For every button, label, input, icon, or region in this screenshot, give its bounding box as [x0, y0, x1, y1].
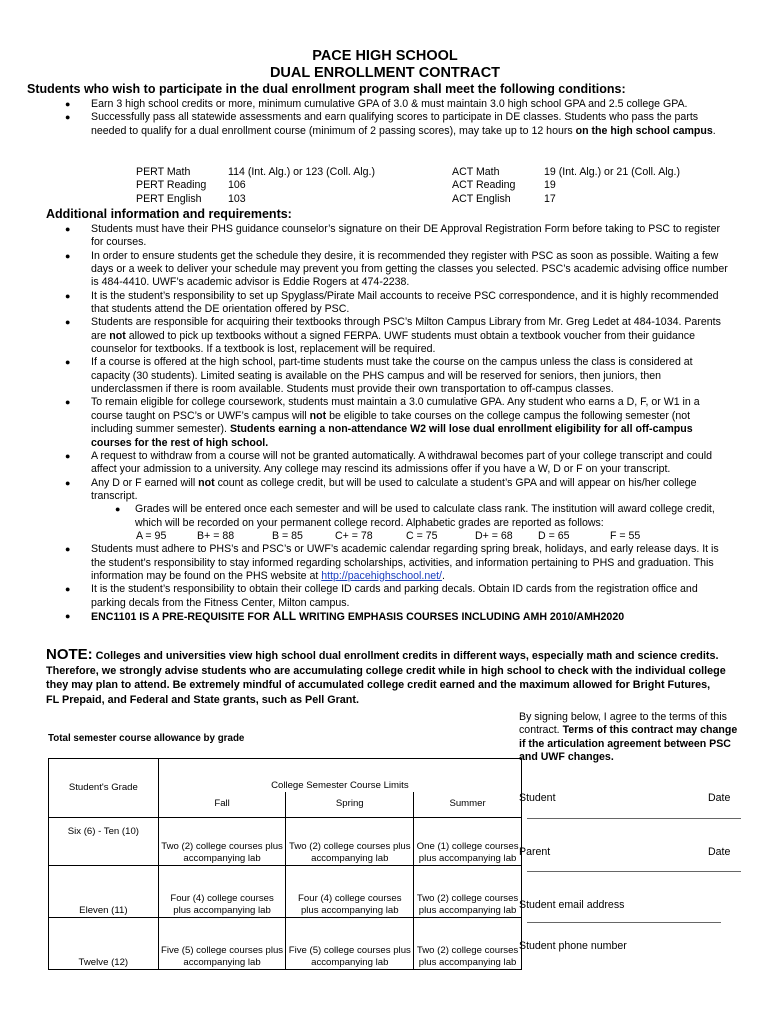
limits-header: College Semester Course Limits — [158, 759, 521, 792]
list-item: ● Students are responsible for acquiring their textbooks through PSC’s Milton Campus Library from Mr. Greg Ledet at 484-1034. Parents are not allowed to pick up textbooks without a signed FERPA. UWF students must obtain a textbook voucher from their guidance counselor for textbooks. If a textbook is lost, replacement will be required. — [65, 316, 721, 356]
bullet-icon: ● — [65, 610, 71, 621]
pert-math-label: PERT Math — [136, 166, 191, 178]
list-item: ● It is the student’s responsibility to set up Spyglass/Pirate Mail accounts to receive PSC correspondence, and it is highly recommended that students attend the DE orientation offered by PSC. — [65, 289, 719, 316]
bullet-icon: ● — [65, 250, 71, 261]
summer-cell: Two (2) college courses plus accompanying lab — [414, 918, 522, 970]
course-limits-table — [48, 758, 522, 970]
bullet-icon: ● — [65, 477, 71, 488]
signature-agreement: By signing below, I agree to the terms of this contract. Terms of this contract may change if the articulation agreement between PSC and UWF changes. — [519, 711, 738, 764]
list-item: ● Any D or F earned will not count as college credit, but will be used to calculate a student’s GPA and will appear on his/her college transcript. ● Grades will be entered once each semester and will be used to calculate class rank. The institution will award college credit, which will be recorded on your permanent college record. Alphabetic grades are reported as follows: A = 95 B+ = 88 B = 85 C+ = 78 C = 75 D+ = 68 D = 65 F = 55 — [65, 477, 730, 544]
document-subtitle: DUAL ENROLLMENT CONTRACT — [269, 65, 501, 81]
grade-value: C+ = 78 — [335, 529, 373, 542]
email-line[interactable] — [527, 922, 721, 923]
act-math-label: ACT Math — [452, 166, 500, 178]
list-item: ● Earn 3 high school credits or more, minimum cumulative GPA of 3.0 & must maintain 3.0 high school GPA and 2.5 college GPA. — [65, 98, 688, 110]
grade-cell: Six (6) - Ten (10) — [49, 818, 159, 866]
spring-cell: Five (5) college courses plus accompanying lab — [286, 918, 414, 970]
list-item: ● If a course is offered at the high school, part-time students must take the course on the campus unless the class is considered at capacity (30 students). Limited seating is available on the PHS campus and will be reserved for seniors, then juniors, then underclassmen if there is room available. Students must provide their own transportation to off-campus classes. — [65, 356, 693, 396]
conditions-heading: Students who wish to participate in the dual enrollment program shall meet the following conditions: — [27, 82, 626, 96]
note-paragraph: NOTE: Colleges and universities view high school dual enrollment credits in different ways, especially math and science credits. Therefore, we strongly advise students who are accumulating college credit while in high school to check with the individual college they may plan to attend. Be extremely mindful of accumulated college credit earned and the maximum allowed for Bright Futures, FL Prepaid, and Federal and State grants, such as Pell Grant. — [46, 646, 726, 706]
table-row — [49, 918, 522, 970]
grade-value: F = 55 — [610, 529, 641, 542]
student-signature-line[interactable] — [527, 818, 741, 819]
student-date-label: Date — [708, 792, 731, 804]
grade-value: B = 85 — [272, 529, 303, 542]
grade-cell: Twelve (12) — [49, 918, 159, 970]
table-row — [49, 866, 522, 918]
pert-math-score: 114 (Int. Alg.) or 123 (Coll. Alg.) — [228, 166, 376, 178]
list-item: ● ENC1101 IS A PRE-REQUISITE FOR ALL WRITING EMPHASIS COURSES INCLUDING AMH 2010/AMH2020 — [65, 608, 625, 623]
act-english-score: 17 — [544, 192, 556, 205]
bullet-icon: ● — [65, 317, 71, 328]
pert-reading-label: PERT Reading — [136, 179, 207, 192]
grade-value: D+ = 68 — [475, 529, 513, 542]
grade-scale — [91, 530, 730, 543]
pert-reading-score: 106 — [228, 179, 246, 192]
list-item: ● Successfully pass all statewide assessments and earn qualifying scores to participate in DE classes. Students who pass the parts needed to qualify for a dual enrollment course (minimum of 2 passing scores), may take up to 12 hours on the high school campus. — [65, 111, 716, 137]
list-item: ● It is the student’s responsibility to obtain their college ID cards and parking decals. Obtain ID cards from the registration office and parking decals from the Fitness Center, Milton campus. — [65, 583, 698, 609]
bullet-icon: ● — [65, 397, 71, 408]
bullet-icon: ● — [65, 224, 71, 234]
summer-cell: One (1) college courses plus accompanying lab — [414, 818, 522, 866]
grade-value: A = 95 — [136, 529, 167, 542]
grade-column-header: Student's Grade — [49, 759, 159, 818]
grade-cell: Eleven (11) — [49, 866, 159, 918]
email-label: Student email address — [519, 899, 625, 911]
table-caption: Total semester course allowance by grade — [48, 733, 245, 744]
list-item: ● To remain eligible for college coursework, students must maintain a 3.0 cumulative GPA. Any student who earns a D, F, or W1 in a course taught on PSC’s or UWF’s campus will not be eligible to take courses on the college campus the following semester (not including summer semester). Students earning a non-attendance W2 will lose dual enrollment eligibility for all off-campus courses for the rest of high school. — [65, 396, 700, 449]
bullet-icon: ● — [65, 544, 71, 555]
bullet-icon: ● — [65, 112, 71, 123]
score-table — [0, 166, 770, 208]
requirements-list — [65, 223, 730, 624]
parent-signature-label: Parent — [519, 846, 551, 858]
conditions-list — [65, 98, 730, 138]
act-reading-score: 19 — [544, 179, 556, 192]
grade-value: D = 65 — [538, 529, 570, 542]
parent-signature-line[interactable] — [527, 871, 741, 872]
summer-header: Summer — [414, 792, 522, 818]
pert-english-label: PERT English — [136, 192, 202, 205]
list-item: ● A request to withdraw from a course will not be granted automatically. A withdrawal becomes part of your college transcript and could affect your admission to a university. Any college may rescind its admissions offer if you have a W, D or F on your transcript. — [65, 449, 713, 476]
grade-value: C = 75 — [406, 529, 438, 542]
bullet-icon: ● — [65, 450, 71, 461]
list-item: ● Students must adhere to PHS’s and PSC’s or UWF’s academic calendar regarding spring break, holidays, and early release days. It is the student’s responsibility to stay informed regarding scholarships, activities, and information pertaining to PHS and graduation. This information may be found on the PHS website at http://pacehighschool.net/. — [65, 543, 719, 582]
fall-cell: Four (4) college courses plus accompanying lab — [158, 866, 286, 918]
additional-heading: Additional information and requirements: — [46, 207, 292, 221]
phone-label: Student phone number — [519, 940, 627, 952]
list-item: ● Students must have their PHS guidance counselor’s signature on their DE Approval Registration Form before taking to PSC to register for courses. — [65, 223, 721, 249]
note-label: NOTE: — [46, 646, 93, 663]
grade-value: B+ = 88 — [197, 529, 235, 542]
student-signature-label: Student — [519, 792, 556, 804]
act-reading-label: ACT Reading — [452, 179, 516, 192]
spring-cell: Four (4) college courses plus accompanying lab — [286, 866, 414, 918]
fall-header: Fall — [158, 792, 286, 818]
pert-english-score: 103 — [228, 192, 246, 205]
phs-website-link[interactable]: http://pacehighschool.net/ — [321, 569, 442, 582]
fall-cell: Two (2) college courses plus accompanying lab — [158, 818, 286, 866]
list-item: ● In order to ensure students get the schedule they desire, it is recommended they register with PSC as soon as possible. Waiting a few days or a week to deliver your schedule may prevent you from getting the classes you selected. PSC’s academic advising office number is 484-4410. UWF’s academic advisor is Eddie Rogers at 474-2238. — [65, 249, 728, 289]
parent-date-label: Date — [708, 846, 731, 858]
bullet-icon: ● — [65, 99, 71, 109]
bullet-icon: ● — [65, 357, 71, 368]
spring-cell: Two (2) college courses plus accompanying lab — [286, 818, 414, 866]
bullet-icon: ● — [65, 584, 71, 595]
spring-header: Spring — [286, 792, 414, 818]
bullet-icon: ● — [65, 290, 71, 301]
bullet-icon: ● — [115, 504, 121, 515]
document-title: PACE HIGH SCHOOL — [312, 48, 458, 64]
summer-cell: Two (2) college courses plus accompanying lab — [414, 866, 522, 918]
table-row — [49, 818, 522, 866]
act-english-label: ACT English — [452, 192, 511, 205]
act-math-score: 19 (Int. Alg.) or 21 (Coll. Alg.) — [544, 166, 681, 178]
grading-subitem: ● Grades will be entered once each semester and will be used to calculate class rank. The institution will award college credit, which will be recorded on your permanent college record. Alphabetic grades are reported as follows: — [115, 503, 715, 529]
fall-cell: Five (5) college courses plus accompanying lab — [158, 918, 286, 970]
